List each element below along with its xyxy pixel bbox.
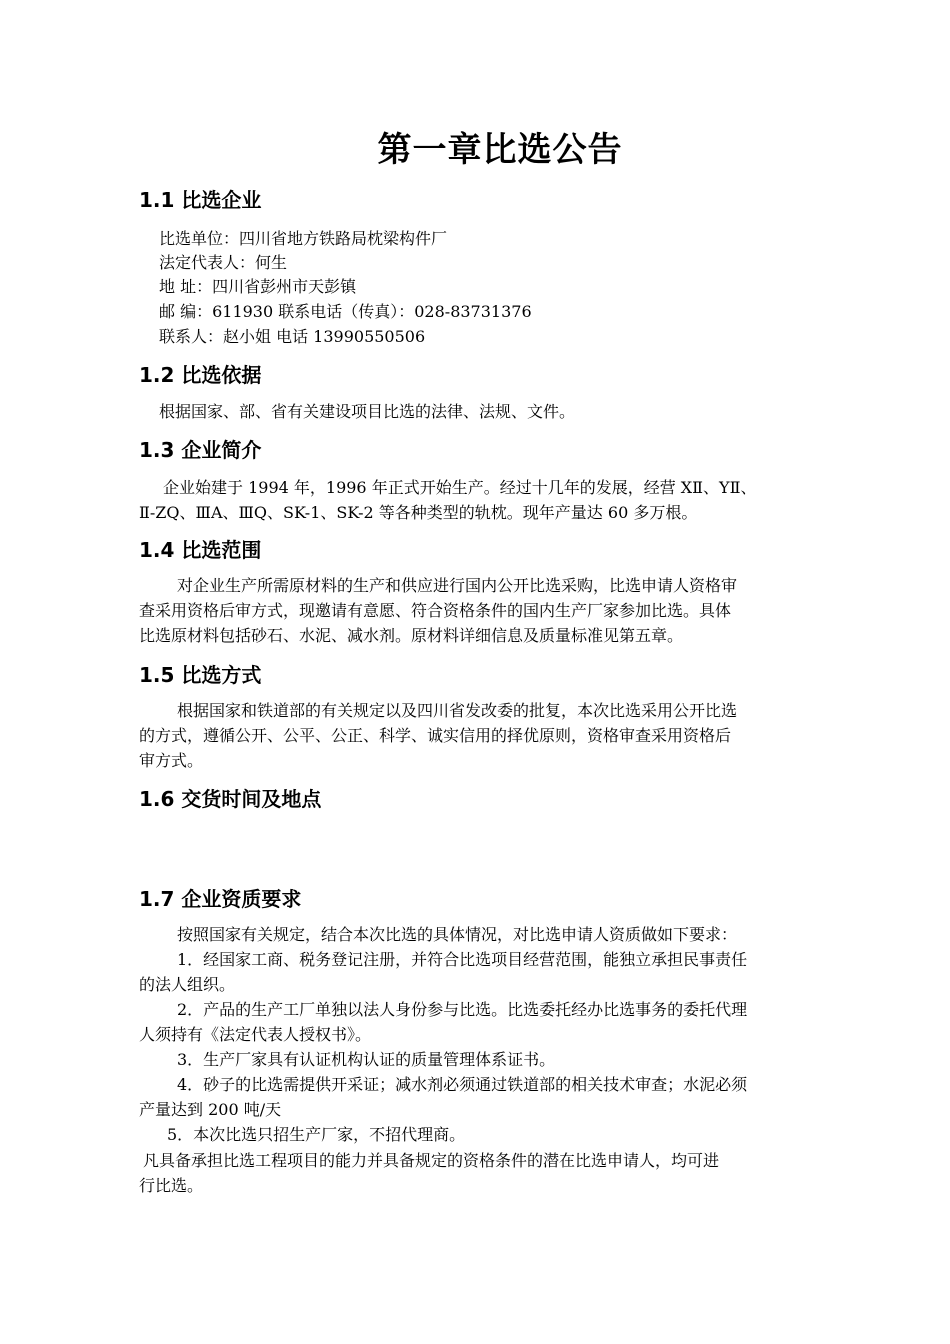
legal-representative-line: 法定代表人：何生 (159, 253, 288, 272)
qualification-item-3: 3．生产厂家具有认证机构认证的质量管理体系证书。 (177, 1050, 556, 1069)
address-line: 地 址：四川省彭州市天彭镇 (159, 277, 357, 296)
eligibility-line: 凡具备承担比选工程项目的能力并具备规定的资格条件的潜在比选申请人，均可进 (143, 1151, 720, 1170)
scope-paragraph-line: 对企业生产所需原材料的生产和供应进行国内公开比选采购，比选申请人资格审 (177, 576, 738, 595)
postcode-phone-line: 邮 编：611930 联系电话（传真）：028-83731376 (159, 302, 532, 321)
basis-paragraph: 根据国家、部、省有关建设项目比选的法律、法规、文件。 (159, 402, 576, 421)
scope-paragraph-line: 比选原材料包括砂石、水泥、减水剂。原材料详细信息及质量标准见第五章。 (139, 626, 684, 645)
eligibility-line-cont: 行比选。 (139, 1176, 204, 1195)
section-heading-1-5: 1.5 比选方式 (139, 663, 262, 687)
bidding-unit-line: 比选单位：四川省地方铁路局枕梁构件厂 (159, 229, 448, 248)
method-paragraph-line: 根据国家和铁道部的有关规定以及四川省发改委的批复，本次比选采用公开比选 (177, 701, 738, 720)
section-heading-1-1: 1.1 比选企业 (139, 188, 262, 212)
qualification-item-4: 4．砂子的比选需提供开采证；减水剂必须通过铁道部的相关技术审查；水泥必须 (177, 1075, 748, 1094)
section-heading-1-2: 1.2 比选依据 (139, 363, 262, 387)
section-heading-1-6: 1.6 交货时间及地点 (139, 787, 322, 811)
section-heading-1-4: 1.4 比选范围 (139, 538, 262, 562)
scope-paragraph-line: 查采用资格后审方式，现邀请有意愿、符合资格条件的国内生产厂家参加比选。具体 (139, 601, 732, 620)
qualification-item-1-cont: 的法人组织。 (139, 975, 236, 994)
qualification-item-5: 5．本次比选只招生产厂家，不招代理商。 (167, 1125, 466, 1144)
qualification-item-1: 1．经国家工商、税务登记注册，并符合比选项目经营范围，能独立承担民事责任 (177, 950, 748, 969)
company-intro-line: Ⅱ-ZQ、ⅢA、ⅢQ、SK-1、SK-2 等各种类型的轨枕。现年产量达 60 多万根。 (139, 503, 698, 522)
qualification-item-2-cont: 人须持有《法定代表人授权书》。 (139, 1025, 372, 1044)
qualification-item-4-cont: 产量达到 200 吨/天 (139, 1100, 282, 1119)
section-heading-1-3: 1.3 企业简介 (139, 438, 262, 462)
chapter-title: 第一章比选公告 (377, 130, 623, 170)
company-intro-line: 企业始建于 1994 年，1996 年正式开始生产。经过十几年的发展，经营 XⅡ、YⅡ、 (163, 478, 757, 497)
method-paragraph-line: 审方式。 (139, 751, 204, 770)
section-heading-1-7: 1.7 企业资质要求 (139, 887, 302, 911)
contact-person-line: 联系人：赵小姐 电话 13990550506 (159, 327, 426, 346)
method-paragraph-line: 的方式，遵循公开、公平、公正、科学、诚实信用的择优原则，资格审查采用资格后 (139, 726, 732, 745)
qualification-intro-line: 按照国家有关规定，结合本次比选的具体情况，对比选申请人资质做如下要求： (177, 925, 738, 944)
qualification-item-2: 2．产品的生产工厂单独以法人身份参与比选。比选委托经办比选事务的委托代理 (177, 1000, 748, 1019)
